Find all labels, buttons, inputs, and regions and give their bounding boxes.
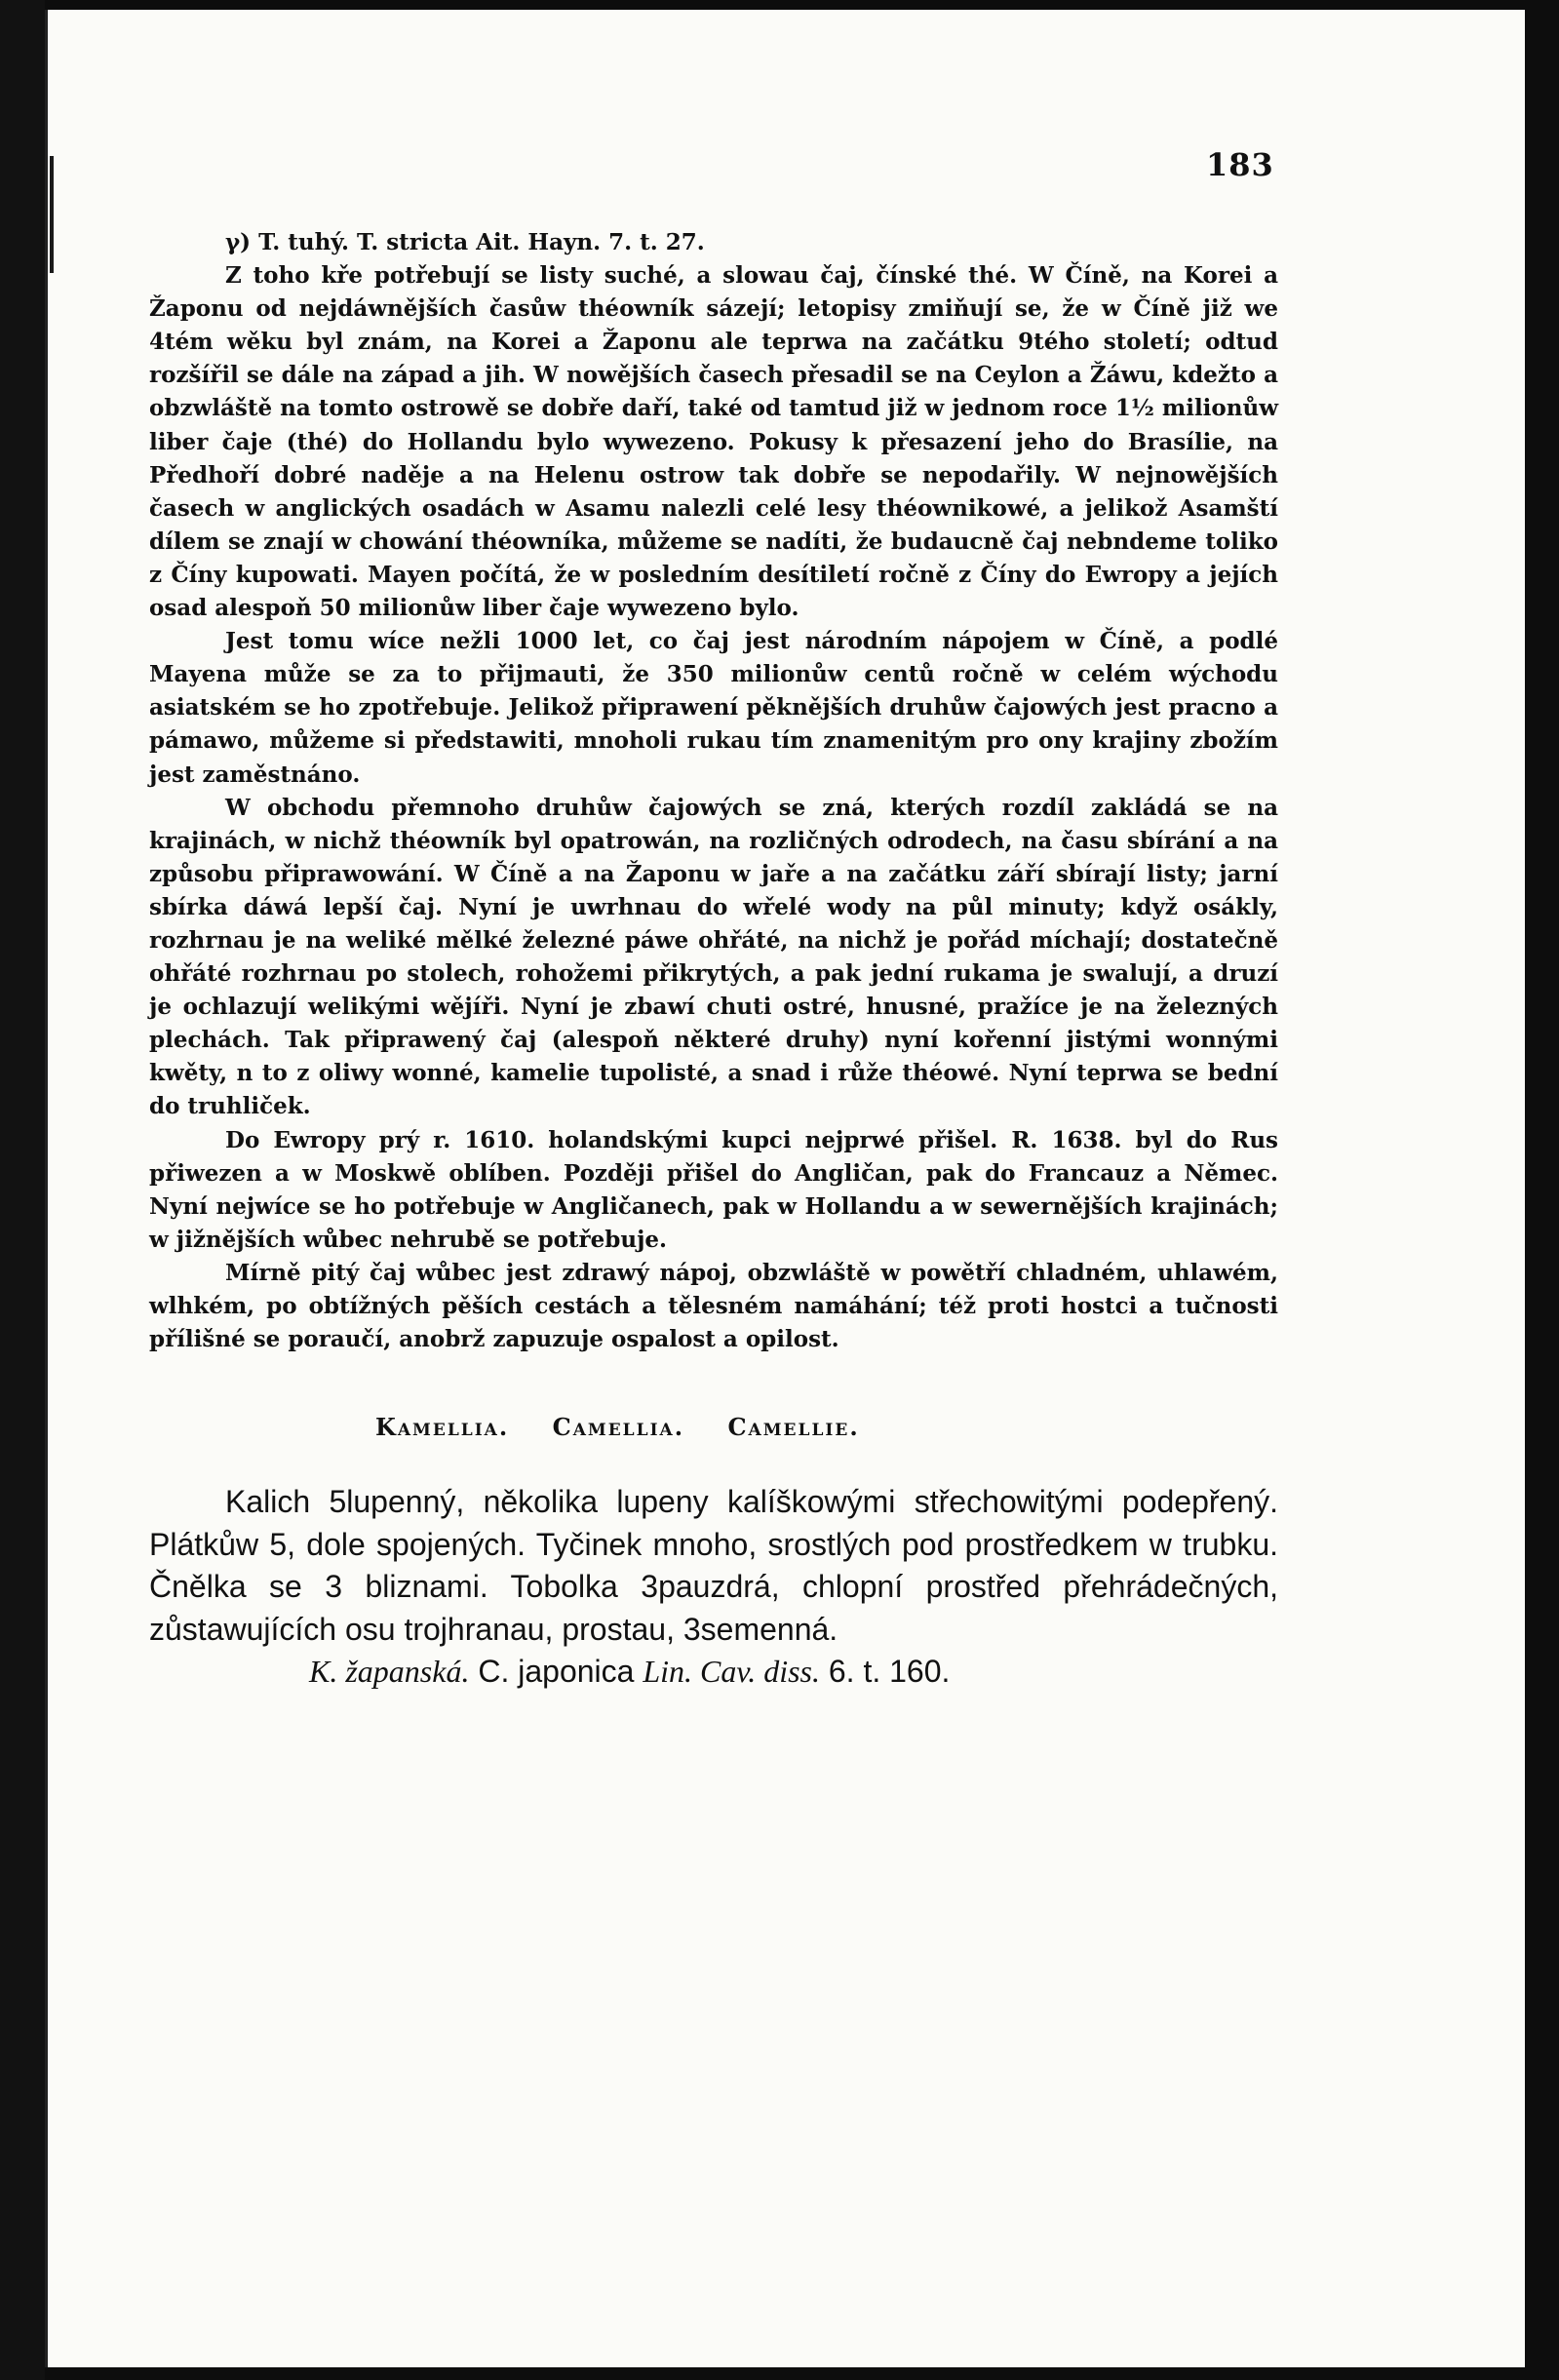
species-line	[149, 1651, 1278, 1694]
footnote-paragraph-2: Jest tomu wíce nežli 1000 let, co čaj jest národním nápojem w Číně, a podlé Mayena může se za to přijmauti, že 350 milionůw centů ročně w celém wýchodu asiatském se ho zpotřebuje. Jelikož připrawení pěknějších druhůw čajowých jest pracno a pámawo, můžeme si předstawiti, mnoholi rukau tím znamenitým pro ony krajiny zbožím jest zaměstnáno.	[149, 628, 1278, 788]
species-plate: 6. t. 160.	[828, 1654, 951, 1690]
heading-latin: Camellia.	[552, 1413, 685, 1442]
footnote-species-line: γ) T. tuhý. T. stricta Ait. Hayn. 7. t. 27.	[225, 229, 705, 255]
footnote-paragraph-5: Mírně pitý čaj wůbec jest zdrawý nápoj, obzwláště w powětří chladném, uhlawém, wlhkém, po obtížných pěších cestách a tělesném namáhání; též proti hostci a tučnosti přílišné se poraučí, anobrž zapuzuje ospalost a opilost.	[149, 1259, 1278, 1353]
page-text	[149, 226, 1278, 1694]
binding-strip	[50, 156, 54, 273]
heading-czech: Kamellia.	[375, 1413, 510, 1442]
footnote-paragraph-1: Z toho kře potřebují se listy suché, a slowau čaj, čínské thé. W Číně, na Korei a Žaponu od nejdáwnějších časůw théowník sázejí; letopisy zmiňují se, že w Číně již we 4tém wěku byl znám, na Korei a Žaponu ale teprwa na začátku 9tého století; odtud rozšířil se dále na západ a jih. W nowějších časech přesadil se na Ceylon a Žáwu, kdežto a obzwláště na tomto ostrowě se dobře daří, také od tamtud již w jednom roce 1½ milionůw liber čaje (thé) do Hollandu bylo wywezeno. Pokusy k přesazení jeho do Brasílie, na Předhoří dobré naděje a na Helenu ostrow tak dobře se nepodařily. W nejnowějších časech w anglických osadách w Asamu nalezli celé lesy théownikowé, a jelikož Asamští dílem se znají w chowání théowníka, můžeme se nadíti, že budaucně čaj nebndeme toliko z Číny kupowati. Mayen počítá, že w posledním desítiletí ročně z Číny do Ewropy a jejích osad alespoň 50 milionůw liber čaje wywezeno bylo.	[149, 262, 1279, 622]
footnote-body	[149, 259, 1278, 1356]
footnote-paragraph-3: W obchodu přemnoho druhůw čajowých se zná, kterých rozdíl zakládá se na krajinách, w nichž théowník byl opatrowán, na rozličných odrodech, na času sbírání a na způsobu připrawowání. W Číně a na Žaponu w jaře a na začátku září sbírají listy; jarní sbírka dáwá lepší čaj. Nyní je uwrhnau do wřelé wody na půl minuty; když osákly, rozhrnau je na weliké mělké železné páwe ohřáté, na nichž je pořád míchají; dostatečně ohřáté rozhrnau po stolech, rohožemi přikrytých, a pak jední rukama je swalují, a druzí je ochlazují welikými wějíři. Nyní je zbawí chuti ostré, hnusné, pražíce je na železných plechách. Tak připrawený čaj (alespoň některé druhy) nyní kořenní jistými wonnými kwěty, n to z oliwy wonné, kamelie tupolisté, a snad i růže théowé. Nyní teprwa se bední do truhliček.	[149, 794, 1278, 1120]
heading-german: Camellie.	[727, 1413, 860, 1442]
book-page	[45, 10, 1525, 2367]
genus-description	[149, 1481, 1278, 1651]
section-heading	[149, 1411, 1278, 1444]
species-reference: Lin. Cav. diss.	[643, 1654, 820, 1690]
species-latin-name: C. japonica	[478, 1654, 635, 1690]
footnote-paragraph-4: Do Ewropy prý r. 1610. holandskými kupci nejprwé přišel. R. 1638. byl do Rus přiwezen a w Moskwě oblíben. Později přišel do Angličan, pak do Francauz a Němec. Nyní nejwíce se ho potřebuje w Angličanech, pak w Hollandu a w sewernějších krajinách; w jižnějších wůbec nehrubě se potřebuje.	[149, 1126, 1278, 1253]
genus-description-text: Kalich 5lupenný, několika lupeny kalíškowými střechowitými podepřený. Plátkůw 5, dole spojených. Tyčinek mnoho, srostlých pod prostředkem w trubku. Čnělka se 3 bliznami. Tobolka 3pauzdrá, chlopní prostřed přehrádečných, zůstawujících osu trojhranau, prostau, 3semenná.	[149, 1484, 1278, 1647]
scan-edge	[0, 0, 45, 2380]
page-number: 183	[1206, 146, 1274, 183]
species-czech-name: K. žapanská.	[309, 1654, 470, 1690]
